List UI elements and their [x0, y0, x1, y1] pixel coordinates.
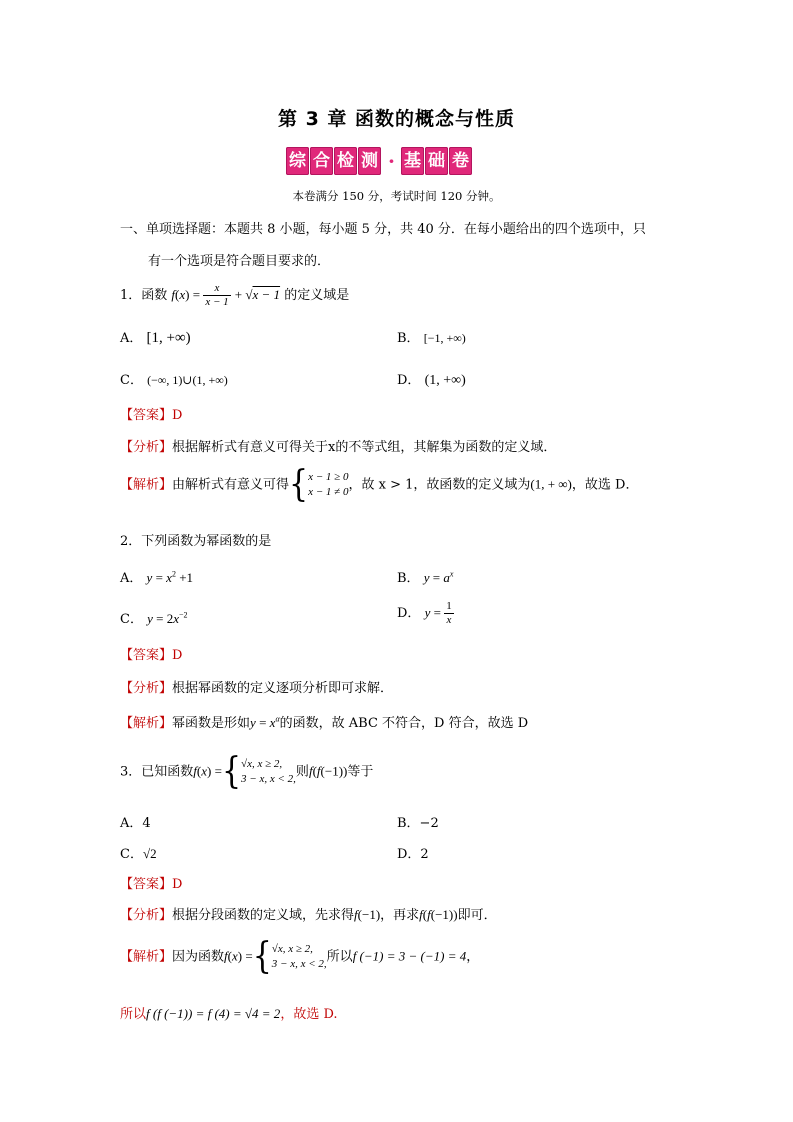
option-letter: B．	[397, 571, 420, 586]
q2-solution: 【解析】幂函数是形如$y = x^\alpha$的函数，故 ABC 不符合，D 符合，故选 D	[120, 714, 529, 731]
q1-option-c	[120, 369, 228, 388]
q1-stem: 1．函数 f(x) = $\frac{x}{x - 1}$ + √x − 1 的定义域是	[120, 282, 350, 308]
solution-text: 因为函数	[172, 949, 225, 965]
analysis-label: 【分析】	[120, 908, 173, 923]
q2-option-b: B． $y = a^x$	[397, 569, 454, 586]
q3-prefix: 3．已知函数	[120, 764, 194, 780]
q1-prefix: 1．函数	[120, 288, 168, 303]
analysis-label: 【分析】	[120, 681, 173, 696]
analysis-label: 【分析】	[120, 440, 173, 455]
piecewise-case: 3 − x, x < 2,	[271, 958, 327, 970]
page-title: 第 3 章 函数的概念与性质	[277, 108, 516, 130]
piecewise-case: √x, x ≥ 2,	[241, 758, 283, 770]
option-value: √2	[142, 846, 157, 861]
q3-option-b: B．−2	[397, 816, 439, 831]
option-value: (1, +∞)	[424, 373, 466, 388]
q3-analysis: 【分析】根据分段函数的定义域，先求得f(−1)，再求f(f(−1))即可．	[120, 907, 497, 923]
option-letter: C．	[120, 847, 143, 862]
final-calc: f (f (−1)) = f (4) = √4 = 2	[146, 1006, 281, 1021]
q1-analysis	[120, 436, 556, 455]
q3-option-d: D．2	[397, 847, 429, 862]
banner-char: 综	[286, 147, 309, 175]
q1-option-a	[120, 327, 191, 347]
solution-calc: f (−1) = 3 − (−1) = 4	[352, 948, 467, 964]
option-value: [1, +∞)	[146, 330, 191, 346]
option-letter: C．	[120, 612, 143, 627]
piecewise-case: √x, x ≥ 2,	[271, 943, 313, 955]
section-heading-line2: 有一个选项是符合题目要求的．	[148, 254, 331, 269]
final-text: 所以	[120, 1007, 147, 1022]
q3-suffix: 则	[295, 764, 309, 780]
solution-text: 幂函数是形如	[172, 716, 251, 731]
banner-char: 卷	[449, 147, 472, 175]
exam-note: 本卷满分 150 分，考试时间 120 分钟。	[292, 189, 501, 203]
q2-analysis	[120, 677, 393, 696]
answer-value: D	[172, 408, 183, 423]
option-letter: C．	[120, 373, 143, 388]
banner-char: 础	[425, 147, 448, 175]
solution-text: 所以	[326, 949, 353, 965]
q3-option-c	[120, 843, 157, 862]
system-row: x − 1 ≠ 0	[308, 486, 349, 498]
solution-text: 由解析式有意义可得	[172, 477, 290, 493]
exam-banner	[286, 146, 473, 176]
analysis-text: 根据分段函数的定义域，先求得	[172, 908, 355, 923]
q3-answer	[120, 873, 182, 892]
system-row: x − 1 ≥ 0	[308, 471, 349, 483]
q2-option-c: C． $y = 2x^{-2}$	[120, 610, 188, 627]
q3-option-a: A．4	[120, 816, 151, 831]
q1-answer	[120, 404, 182, 423]
q2-answer	[120, 644, 182, 663]
banner-char: 合	[310, 147, 333, 175]
q1-suffix: 的定义域是	[284, 288, 350, 303]
banner-char: 基	[401, 147, 424, 175]
q3-final	[120, 1003, 338, 1022]
analysis-text: 根据解析式有意义可得关于x的不等式组，其解集为函数的定义域．	[172, 440, 557, 455]
analysis-text: 根据幂函数的定义逐项分析即可求解．	[172, 681, 394, 696]
q3-suffix: 等于	[347, 764, 374, 780]
final-text: ，故选 D.	[280, 1007, 338, 1022]
solution-text: ，	[466, 949, 480, 965]
option-letter: B．	[397, 331, 420, 346]
section-heading-line1: 一、单项选择题：本题共 8 小题，每小题 5 分，共 40 分．在每小题给出的四个选项中，只	[120, 222, 646, 237]
answer-label: 【答案】	[120, 408, 173, 423]
q3-solution: 【解析】因为函数f(x) ={ √x, x ≥ 2, 3 − x, x < 2, 所以f (−1) = 3 − (−1) = 4，	[120, 935, 480, 978]
answer-label: 【答案】	[120, 877, 173, 892]
q1-solution: 【解析】由解析式有意义可得{ x − 1 ≥ 0 x − 1 ≠ 0 ，故 x > 1，故函数的定义域为(1, + ∞)，故选 D．	[120, 463, 639, 506]
q3-stem: 3．已知函数f(x) ={ √x, x ≥ 2, 3 − x, x < 2, 则f(f(−1))等于	[120, 750, 374, 793]
q2-option-a: A． $y = x^2 +1$	[120, 569, 194, 586]
solution-text: ，故选 D．	[571, 477, 639, 493]
q1-option-d	[397, 369, 466, 389]
solution-label: 【解析】	[120, 716, 173, 731]
answer-value: D	[172, 648, 183, 663]
q2-option-d: D． y = $\frac{1}{x}$	[397, 600, 452, 626]
solution-text: 的函数，故 ABC 不符合，D 符合，故选 D	[279, 716, 529, 731]
option-letter: A．	[120, 571, 143, 586]
domain-value: (1, + ∞)	[530, 476, 572, 492]
q2-stem: 2．下列函数为幂函数的是	[120, 534, 272, 549]
option-letter: D．	[397, 606, 421, 621]
q1-option-b	[397, 327, 466, 346]
analysis-text: ，再求	[380, 908, 420, 923]
option-value: (−∞, 1)∪(1, +∞)	[147, 373, 228, 387]
option-letter: D．	[397, 373, 421, 388]
solution-label: 【解析】	[120, 949, 173, 965]
option-letter: A．	[120, 331, 143, 346]
solution-label: 【解析】	[120, 477, 173, 493]
answer-label: 【答案】	[120, 648, 173, 663]
banner-char: 测	[358, 147, 381, 175]
option-value: [−1, +∞)	[423, 331, 466, 345]
piecewise-case: 3 − x, x < 2,	[241, 773, 296, 785]
banner-char: 检	[334, 147, 357, 175]
banner-dot: ·	[388, 149, 395, 173]
answer-value: D	[172, 877, 183, 892]
analysis-text: 即可．	[457, 908, 497, 923]
solution-text: ，故 x > 1，故函数的定义域为	[348, 477, 531, 493]
